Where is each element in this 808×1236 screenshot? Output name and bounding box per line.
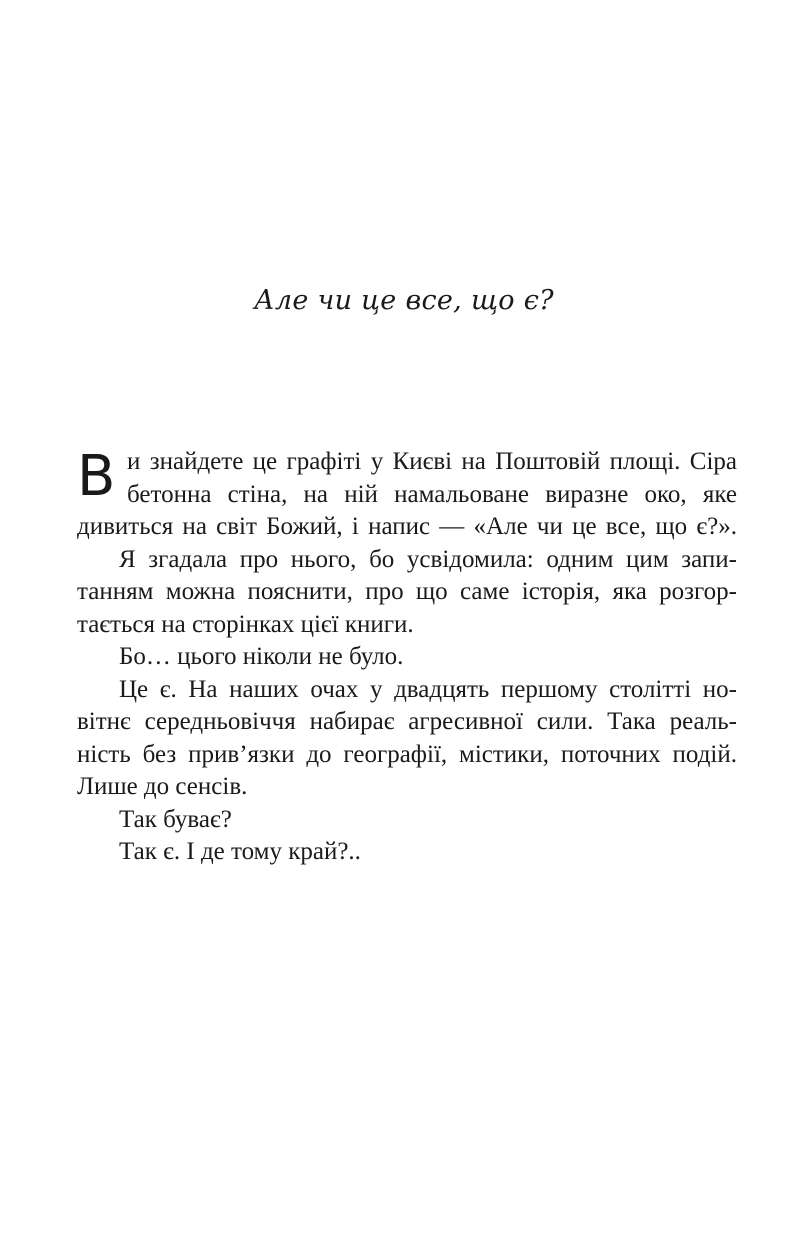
text-line: вітнє середньовіччя набирає агресивної сили. Така реаль- xyxy=(77,708,737,735)
text-line: Лише до сенсів. xyxy=(77,773,248,800)
text-line: Бо… цього ніколи не було. xyxy=(119,643,404,670)
text-line: тається на сторінках цієї книги. xyxy=(77,610,414,638)
text-line: танням можна пояснити, про що саме історія, яка розгор- xyxy=(77,578,737,605)
text-line: Так буває? xyxy=(119,805,232,833)
text-line: ність без прив’язки до географії, містики, поточних подій. xyxy=(77,740,737,768)
text-line: дивиться на світ Божий, і напис — «Але чи це все, що є?». xyxy=(77,513,737,540)
text-line: бетонна стіна, на ній намальоване виразне око, яке xyxy=(127,480,737,508)
text-line: Так є. І де тому край?.. xyxy=(119,838,361,865)
text-line: и знайдете це графіті у Києві на Поштовій площі. Сіра xyxy=(127,448,737,475)
drop-cap: В xyxy=(77,444,116,509)
text-line: Я згадала про нього, бо усвідомила: одним цим запи- xyxy=(119,545,737,573)
chapter-text xyxy=(77,446,737,869)
chapter-title: Але чи це все, що є? xyxy=(254,285,554,316)
text-line: Це є. На наших очах у двадцять першому столітті но- xyxy=(119,675,737,703)
